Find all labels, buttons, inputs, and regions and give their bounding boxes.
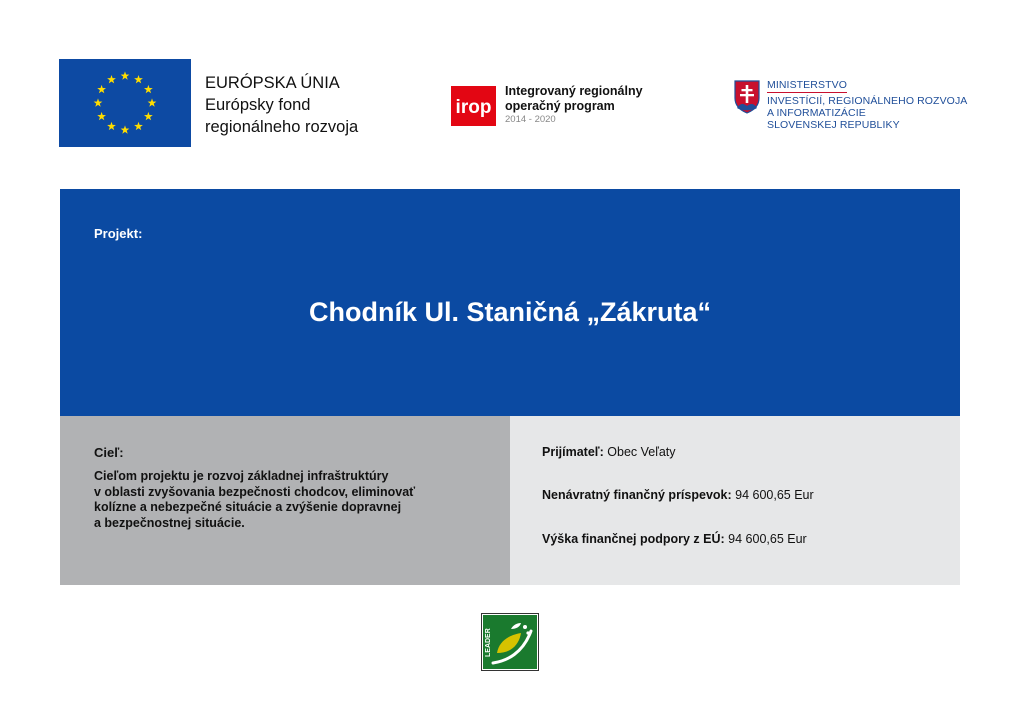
ministry-title-line2: INVESTÍCIÍ, REGIONÁLNEHO ROZVOJA [767,95,968,107]
grant-row [542,488,814,502]
ministry-title-line4: SLOVENSKEJ REPUBLIKY [767,119,900,131]
eu-title-line3: regionálneho rozvoja [205,118,359,136]
goal-panel [60,416,510,585]
recipient-label: Prijímateľ: [542,445,604,459]
irop-logo [451,86,496,126]
goal-line: kolízne a nebezpečné situácie a zvýšenie dopravnej [94,500,402,514]
project-panel [60,189,960,416]
goal-line: Cieľom projektu je rozvoj základnej infraštruktúry [94,469,389,483]
eu-support-row [542,532,807,546]
slovak-coat-of-arms-icon [734,80,760,114]
ministry-title [767,79,967,131]
irop-title-line2: operačný program [505,99,615,113]
goal-line: v oblasti zvyšovania bezpečnosti chodcov, eliminovať [94,484,416,499]
eu-flag-logo [59,59,191,147]
goal-line: a bezpečnostnej situácie. [94,515,245,530]
ministry-title-line3: A INFORMATIZÁCIE [767,107,866,119]
goal-description [94,469,464,531]
eu-star-icon [144,112,153,120]
irop-title [505,84,643,126]
eu-support-value: 94 600,65 Eur [728,532,807,546]
eu-star-icon [148,98,157,106]
eu-star-icon [107,122,116,130]
eu-star-icon [94,98,103,106]
eu-title [205,72,358,138]
eu-support-label: Výška finančnej podpory z EÚ: [542,532,725,546]
eu-title-line2: Európsky fond [205,96,311,114]
irop-years: 2014 - 2020 [505,114,556,125]
eu-title-line1: EURÓPSKA ÚNIA [205,74,340,92]
grant-label: Nenávratný finančný príspevok: [542,488,732,502]
goal-heading: Cieľ: [94,445,124,460]
grant-value: 94 600,65 Eur [735,488,814,502]
project-label: Projekt: [94,226,143,241]
eu-star-icon [134,75,143,83]
eu-star-icon [107,75,116,83]
details-panel [510,416,960,585]
eu-star-icon [97,85,106,93]
eu-star-icon [121,71,130,79]
eu-star-icon [121,125,130,133]
irop-logo-text: irop [455,97,492,118]
project-title: Chodník Ul. Staničná „Zákruta“ [308,297,712,327]
recipient-value: Obec Veľaty [607,445,676,459]
eu-star-icon [97,112,106,120]
recipient-row [542,445,676,459]
leader-logo-text: LEADER [485,628,492,657]
ministry-title-line1: MINISTERSTVO [767,79,847,91]
eu-star-icon [134,122,143,130]
leader-logo [481,613,539,671]
eu-star-icon [144,85,153,93]
irop-title-line1: Integrovaný regionálny [505,84,643,98]
